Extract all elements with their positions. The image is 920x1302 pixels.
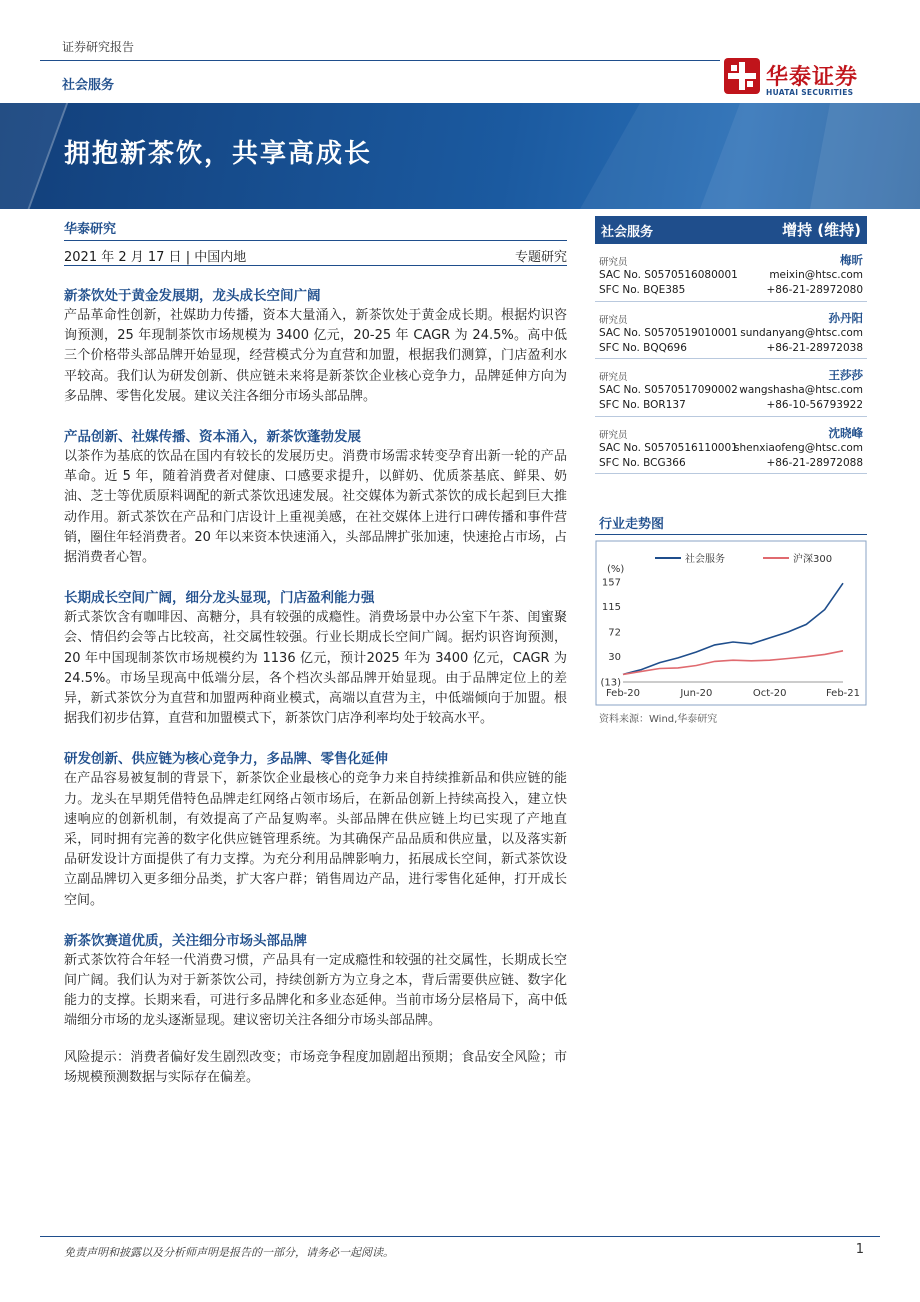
- analyst-name: 梅昕: [840, 253, 863, 267]
- analyst-sac: SAC No. S0570516080001: [599, 269, 738, 281]
- title-banner: [0, 103, 920, 209]
- analyst-sac: SAC No. S0570517090002: [599, 384, 738, 396]
- x-tick-label: Feb-21: [825, 688, 861, 699]
- analyst-role: 研究员: [599, 314, 628, 326]
- section-heading: 新茶饮处于黄金发展期，龙头成长空间广阔: [64, 288, 321, 304]
- analyst-sfc: SFC No. BQQ696: [599, 341, 687, 354]
- section-body: 在产品容易被复制的背景下，新茶饮企业最核心的竞争力来自持续推新品和供应链的能力。龙头在早期凭借特色品牌走红网络占领市场后，在新品创新上持续高投入，建立快速响应的创新机制，有效提高了产品复购率。头部品牌在供应链上均已实现了产地直采，同时拥有完善的数字化供应链管理系统。为其确保产品品质和供应量，以及落实新品研发设计方面提供了有力支撑。为充分利用品牌影响力，拓展成长空间，新式茶饮设立副品牌切入更多细分品类，扩大客户群；销售周边产品，进行零售化延伸，打开成长空间。: [64, 771, 567, 908]
- logo-text-en: HUATAI SECURITIES: [766, 88, 854, 97]
- analyst-email[interactable]: sundanyang@htsc.com: [740, 326, 863, 339]
- y-tick-label: 115: [601, 602, 621, 614]
- chart-title: 行业走势图: [599, 517, 665, 532]
- section-heading: 长期成长空间广阔，细分龙头显现，门店盈利能力强: [64, 590, 375, 607]
- report-title: 拥抱新茶饮，共享高成长: [64, 139, 373, 169]
- sidebar: [595, 216, 867, 474]
- report-kind: 专题研究: [514, 250, 567, 265]
- analyst-role: 研究员: [599, 257, 628, 268]
- analyst-phone: +86-21-28972088: [766, 456, 863, 469]
- rating-bar: [595, 216, 867, 244]
- y-tick-label: 30: [608, 652, 621, 664]
- report-type-label: 证券研究报告: [62, 40, 135, 54]
- section-body: 新式茶饮符合年轻一代消费习惯，产品具有一定成瘾性和较强的社交属性，长期成长空间广阔。我们认为对于新茶饮公司，持续创新方为立身之本，背后需要供应链、数字化能力的支撑。长期来看，可进行多品牌化和多业态延伸。当前市场分层格局下，高中低端细分市场的龙头逐渐显现。建议密切关注各细分市场头部品牌。: [64, 952, 567, 1029]
- industry-trend-chart: [595, 540, 867, 706]
- analyst-email[interactable]: wangshasha@htsc.com: [739, 384, 863, 396]
- series-line-1: [623, 651, 843, 675]
- section-body: 新式茶饮含有咖啡因、高糖分，具有较强的成瘾性。消费场景中办公室下午茶、闺蜜聚会、情侣约会等占比较高，社交属性较强。行业长期成长空间广阔。据灼识咨询预测，20 年中国现制茶饮市场规模约为 1136 亿元，预计2025 年为 3400 亿元，CAGR 为 24.5%。市场呈现高中低端分层，各个档次头部品牌开始显现。由于品牌定位上的差异，新式茶饮分为直营和加盟两种商业模式，高端以直营为主，中低端倾向于加盟。根据我们初步估算，直营和加盟模式下，新茶饮门店净利率均处于较高水平。: [64, 610, 567, 727]
- analyst-role: 研究员: [599, 372, 628, 383]
- analyst-card: [595, 302, 867, 360]
- chart-svg: [595, 540, 867, 706]
- analyst-sac: SAC No. S0570516110001: [599, 441, 738, 454]
- section-body: 以茶作为基底的饮品在国内有较长的发展历史。消费市场需求转变孕育出新一轮的产品革命。近 5 年，随着消费者对健康、口感要求提升，以鲜奶、优质茶基底、鲜果、奶油、芝士等优质原料调配的新式茶饮迅速发展。社交媒体为新式茶饮的成长起到巨大推动作用。新式茶饮在产品和门店设计上重视美感，在社交媒体上进行口碑传播和事件营销，圈住年轻消费者。20 年以来资本快速涌入，头部品牌扩张加速，快速抢占市场，占据消费者心智。: [64, 449, 567, 566]
- analyst-card: [595, 244, 867, 302]
- company-logo: [724, 58, 874, 102]
- analyst-email[interactable]: shenxiaofeng@htsc.com: [734, 441, 863, 454]
- footer-rule: [40, 1236, 880, 1237]
- analyst-email[interactable]: meixin@htsc.com: [769, 269, 863, 281]
- analyst-phone: +86-21-28972038: [766, 341, 863, 354]
- analyst-sac: SAC No. S0570519010001: [599, 326, 738, 339]
- rating-value: 增持 (维持): [782, 221, 861, 239]
- sector-tag: 社会服务: [62, 78, 115, 93]
- meta-row: [64, 240, 567, 266]
- x-tick-label: Feb-20: [605, 688, 641, 699]
- y-tick-label: 157: [601, 577, 621, 589]
- legend-label: 社会服务: [685, 554, 725, 565]
- analyst-name: 沈晓峰: [828, 425, 863, 440]
- x-tick-label: Jun-20: [680, 688, 713, 699]
- section-heading: 研发创新、供应链为核心竞争力，多品牌、零售化延伸: [64, 751, 388, 768]
- logo-icon: [724, 58, 760, 94]
- analyst-phone: +86-10-56793922: [766, 399, 863, 411]
- header-rule: [40, 60, 720, 61]
- chart-title-rule: [595, 534, 867, 535]
- analyst-phone: +86-21-28972080: [766, 284, 863, 296]
- brand-label: 华泰研究: [64, 222, 117, 237]
- chart-source: 资料来源：Wind,华泰研究: [599, 714, 718, 725]
- analyst-role: 研究员: [599, 429, 628, 441]
- y-tick-label: (13): [600, 677, 621, 689]
- section-heading: 新茶饮赛道优质，关注细分市场头部品牌: [64, 932, 307, 949]
- page-number: 1: [855, 1242, 864, 1257]
- y-tick-label: 72: [608, 627, 621, 639]
- analyst-card: [595, 417, 867, 475]
- risk-warning: 风险提示：消费者偏好发生剧烈改变；市场竞争程度加剧超出预期；食品安全风险；市场规模预测数据与实际存在偏差。: [64, 1049, 567, 1085]
- chart-frame: [596, 541, 866, 705]
- y-axis-label: (%): [607, 564, 625, 575]
- analyst-sfc: SFC No. BCG366: [599, 456, 686, 469]
- analyst-card: [595, 359, 867, 417]
- footer-disclaimer: 免责声明和披露以及分析师声明是报告的一部分，请务必一起阅读。: [64, 1246, 394, 1259]
- x-tick-label: Oct-20: [752, 688, 787, 699]
- rating-sector: 社会服务: [601, 225, 654, 240]
- section-heading: 产品创新、社媒传播、资本涌入，新茶饮蓬勃发展: [64, 429, 361, 446]
- analyst-sfc: SFC No. BOR137: [599, 399, 686, 411]
- main-content: [64, 218, 567, 1088]
- section-body: 产品革命性创新，社媒助力传播，资本大量涌入，新茶饮处于黄金成长期。根据灼识咨询预测，25 年现制茶饮市场规模为 3400 亿元，20-25 年 CAGR 为 24.5%。高中低三个价格带头部品牌开始显现，经营模式分为直营和加盟，根据我们测算，门店盈利水平较高。我们认为研发创新、供应链未来将是新茶饮企业核心竞争力，品牌延伸方向为多品牌、零售化发展。建议关注各细分市场头部品牌。: [64, 308, 567, 404]
- analyst-name: 孙丹阳: [828, 310, 863, 325]
- banner-decoration-right: [560, 103, 920, 209]
- analyst-sfc: SFC No. BQE385: [599, 284, 686, 296]
- report-date: 2021 年 2 月 17 日 | 中国内地: [64, 250, 247, 265]
- analyst-name: 王莎莎: [828, 368, 863, 382]
- legend-label: 沪深300: [793, 554, 833, 565]
- logo-text-cn: 华泰证券: [766, 65, 859, 90]
